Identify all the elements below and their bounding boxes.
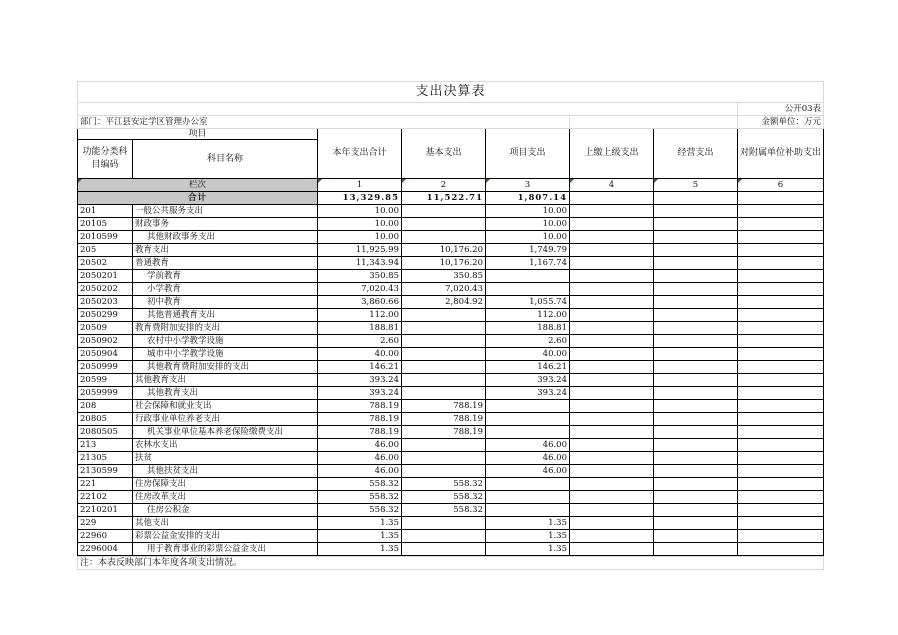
row-empty-cell	[738, 257, 824, 270]
code-col-header: 功能分类科目编码	[78, 140, 133, 179]
row-project-expenditure	[486, 504, 570, 517]
row-project-expenditure: 393.24	[486, 374, 570, 387]
row-code: 201	[78, 205, 133, 218]
row-name: 初中教育	[133, 296, 318, 309]
row-total-expenditure: 10.00	[318, 218, 402, 231]
row-project-expenditure: 146.21	[486, 361, 570, 374]
row-empty-cell	[738, 439, 824, 452]
table-row	[78, 530, 824, 543]
row-basic-expenditure	[402, 348, 486, 361]
row-empty-cell	[654, 530, 738, 543]
row-empty-cell	[570, 205, 654, 218]
row-empty-cell	[570, 270, 654, 283]
row-project-expenditure: 1.35	[486, 517, 570, 530]
page-title: 支出决算表	[78, 82, 824, 103]
row-total-expenditure: 558.32	[318, 491, 402, 504]
row-name: 其他财政事务支出	[133, 231, 318, 244]
row-code: 2050902	[78, 335, 133, 348]
row-empty-cell	[738, 309, 824, 322]
table-row	[78, 452, 824, 465]
row-name: 行政事业单位养老支出	[133, 413, 318, 426]
row-basic-expenditure: 2,804.92	[402, 296, 486, 309]
row-empty-cell	[570, 387, 654, 400]
row-project-expenditure: 46.00	[486, 465, 570, 478]
row-empty-cell	[738, 478, 824, 491]
table-row	[78, 335, 824, 348]
row-code: 20805	[78, 413, 133, 426]
row-total-expenditure: 558.32	[318, 478, 402, 491]
row-total-expenditure: 393.24	[318, 387, 402, 400]
row-code: 2059999	[78, 387, 133, 400]
row-project-expenditure: 46.00	[486, 439, 570, 452]
footnote: 注：本表反映部门本年度各项支出情况。	[78, 557, 824, 570]
form-number: 公开03表	[738, 103, 824, 116]
row-empty-cell	[738, 504, 824, 517]
row-total-expenditure: 1.35	[318, 543, 402, 556]
table-row	[78, 400, 824, 413]
row-name: 彩票公益金安排的支出	[133, 530, 318, 543]
name-col-header: 科目名称	[133, 140, 318, 179]
row-project-expenditure	[486, 426, 570, 439]
row-project-expenditure: 188.81	[486, 322, 570, 335]
department-label: 部门：平江县安定学区管理办公室	[78, 116, 570, 129]
row-empty-cell	[570, 400, 654, 413]
row-empty-cell	[654, 244, 738, 257]
table-row	[78, 374, 824, 387]
row-total-expenditure: 788.19	[318, 426, 402, 439]
row-empty-cell	[654, 517, 738, 530]
table-row	[78, 231, 824, 244]
row-empty-cell	[654, 257, 738, 270]
expenditure-table	[77, 81, 824, 556]
row-name: 普通教育	[133, 257, 318, 270]
row-empty-cell	[654, 309, 738, 322]
row-basic-expenditure: 788.19	[402, 413, 486, 426]
row-basic-expenditure	[402, 530, 486, 543]
row-code: 22960	[78, 530, 133, 543]
row-empty-cell	[738, 491, 824, 504]
row-code: 2080505	[78, 426, 133, 439]
row-empty-cell	[654, 465, 738, 478]
row-total-expenditure: 1.35	[318, 517, 402, 530]
row-project-expenditure: 46.00	[486, 452, 570, 465]
row-name: 其他教育支出	[133, 387, 318, 400]
table-row	[78, 244, 824, 257]
row-empty-cell	[570, 491, 654, 504]
row-empty-cell	[570, 322, 654, 335]
row-empty-cell	[738, 465, 824, 478]
table-row	[78, 504, 824, 517]
row-name: 住房保障支出	[133, 478, 318, 491]
row-name: 其他普通教育支出	[133, 309, 318, 322]
row-basic-expenditure	[402, 322, 486, 335]
row-empty-cell	[738, 543, 824, 556]
row-total-expenditure: 3,860.66	[318, 296, 402, 309]
row-basic-expenditure: 558.32	[402, 478, 486, 491]
row-project-expenditure	[486, 400, 570, 413]
row-basic-expenditure	[402, 205, 486, 218]
table-row	[78, 218, 824, 231]
row-name: 农村中小学教学设施	[133, 335, 318, 348]
row-project-expenditure: 10.00	[486, 205, 570, 218]
row-name: 城市中小学教学设施	[133, 348, 318, 361]
row-total-expenditure: 112.00	[318, 309, 402, 322]
row-total-expenditure: 46.00	[318, 439, 402, 452]
row-empty-cell	[738, 296, 824, 309]
row-basic-expenditure: 10,176.20	[402, 244, 486, 257]
row-code: 2296004	[78, 543, 133, 556]
item-group-header: 项目	[78, 129, 318, 140]
row-total-expenditure: 7,020.43	[318, 283, 402, 296]
row-project-expenditure: 1,749.79	[486, 244, 570, 257]
row-empty-cell	[654, 426, 738, 439]
table-row	[78, 309, 824, 322]
row-basic-expenditure	[402, 231, 486, 244]
row-basic-expenditure	[402, 439, 486, 452]
row-empty-cell	[570, 257, 654, 270]
row-empty-cell	[738, 413, 824, 426]
row-code: 2130599	[78, 465, 133, 478]
row-empty-cell	[570, 439, 654, 452]
row-code: 20599	[78, 374, 133, 387]
row-basic-expenditure: 558.32	[402, 491, 486, 504]
row-name: 扶贫	[133, 452, 318, 465]
row-empty-cell	[654, 387, 738, 400]
row-name: 财政事务	[133, 218, 318, 231]
row-project-expenditure: 2.60	[486, 335, 570, 348]
row-name: 用于教育事业的彩票公益金支出	[133, 543, 318, 556]
row-basic-expenditure: 10,176.20	[402, 257, 486, 270]
row-code: 205	[78, 244, 133, 257]
table-row	[78, 439, 824, 452]
col-number-1: 1	[318, 179, 402, 192]
row-basic-expenditure	[402, 543, 486, 556]
row-empty-cell	[570, 244, 654, 257]
row-empty-cell	[570, 543, 654, 556]
row-empty-cell	[654, 491, 738, 504]
table-row	[78, 387, 824, 400]
row-code: 2210201	[78, 504, 133, 517]
row-empty-cell	[570, 426, 654, 439]
row-project-expenditure	[486, 283, 570, 296]
row-empty-cell	[570, 374, 654, 387]
row-number-label: 栏次	[78, 179, 318, 192]
row-name: 教育支出	[133, 244, 318, 257]
col-header-2: 基本支出	[402, 129, 486, 179]
row-name: 其他教育支出	[133, 374, 318, 387]
table-row	[78, 270, 824, 283]
col-header-1: 本年支出合计	[318, 129, 402, 179]
row-empty-cell	[570, 348, 654, 361]
row-empty-cell	[738, 322, 824, 335]
row-total-expenditure: 146.21	[318, 361, 402, 374]
row-basic-expenditure	[402, 309, 486, 322]
col-number-4: 4	[570, 179, 654, 192]
row-project-expenditure	[486, 413, 570, 426]
row-empty-cell	[570, 413, 654, 426]
row-empty-cell	[654, 348, 738, 361]
total-value-3: 1,807.14	[486, 192, 570, 205]
row-name: 其他扶贫支出	[133, 465, 318, 478]
row-code: 221	[78, 478, 133, 491]
row-empty-cell	[654, 361, 738, 374]
row-basic-expenditure	[402, 387, 486, 400]
table-row	[78, 283, 824, 296]
col-number-2: 2	[402, 179, 486, 192]
table-row	[78, 296, 824, 309]
row-empty-cell	[570, 530, 654, 543]
row-empty-cell	[654, 504, 738, 517]
row-name: 其他支出	[133, 517, 318, 530]
row-empty-cell	[738, 374, 824, 387]
row-total-expenditure: 393.24	[318, 374, 402, 387]
row-empty-cell	[738, 335, 824, 348]
row-empty-cell	[738, 270, 824, 283]
row-code: 2050904	[78, 348, 133, 361]
row-basic-expenditure	[402, 465, 486, 478]
row-total-expenditure: 558.32	[318, 504, 402, 517]
row-code: 2010599	[78, 231, 133, 244]
table-row	[78, 543, 824, 556]
row-empty-cell	[654, 478, 738, 491]
row-empty-cell	[654, 543, 738, 556]
col-number-5: 5	[654, 179, 738, 192]
table-row	[78, 413, 824, 426]
row-name: 住房公积金	[133, 504, 318, 517]
row-empty-cell	[738, 387, 824, 400]
row-empty-cell	[654, 322, 738, 335]
row-project-expenditure: 1,167.74	[486, 257, 570, 270]
row-empty-cell	[738, 283, 824, 296]
row-code: 21305	[78, 452, 133, 465]
row-total-expenditure: 1.35	[318, 530, 402, 543]
row-empty-cell	[654, 400, 738, 413]
table-row	[78, 426, 824, 439]
table-row	[78, 517, 824, 530]
row-empty-cell	[738, 530, 824, 543]
col-number-3: 3	[486, 179, 570, 192]
row-empty-cell	[570, 504, 654, 517]
row-project-expenditure: 10.00	[486, 218, 570, 231]
note-table	[77, 556, 824, 570]
row-project-expenditure: 1.35	[486, 543, 570, 556]
row-total-expenditure: 40.00	[318, 348, 402, 361]
row-name: 一般公共服务支出	[133, 205, 318, 218]
row-code: 229	[78, 517, 133, 530]
row-empty-cell	[654, 270, 738, 283]
row-total-expenditure: 46.00	[318, 465, 402, 478]
row-empty-cell	[654, 374, 738, 387]
row-name: 住房改革支出	[133, 491, 318, 504]
table-row	[78, 465, 824, 478]
row-empty-cell	[570, 361, 654, 374]
row-empty-cell	[738, 231, 824, 244]
col-header-3: 项目支出	[486, 129, 570, 179]
row-project-expenditure: 112.00	[486, 309, 570, 322]
row-code: 2050299	[78, 309, 133, 322]
row-basic-expenditure	[402, 218, 486, 231]
row-basic-expenditure	[402, 361, 486, 374]
row-empty-cell	[654, 205, 738, 218]
row-empty-cell	[570, 465, 654, 478]
row-name: 教育费附加安排的支出	[133, 322, 318, 335]
row-empty-cell	[654, 218, 738, 231]
row-code: 208	[78, 400, 133, 413]
row-code: 2050999	[78, 361, 133, 374]
row-total-expenditure: 10.00	[318, 205, 402, 218]
row-empty-cell	[738, 244, 824, 257]
row-code: 20105	[78, 218, 133, 231]
row-project-expenditure: 393.24	[486, 387, 570, 400]
row-code: 2050203	[78, 296, 133, 309]
row-empty-cell	[738, 348, 824, 361]
row-name: 机关事业单位基本养老保险缴费支出	[133, 426, 318, 439]
row-name: 其他教育费附加安排的支出	[133, 361, 318, 374]
row-empty-cell	[570, 452, 654, 465]
row-basic-expenditure	[402, 517, 486, 530]
row-project-expenditure: 1.35	[486, 530, 570, 543]
row-name: 学前教育	[133, 270, 318, 283]
row-basic-expenditure	[402, 374, 486, 387]
row-basic-expenditure: 788.19	[402, 400, 486, 413]
row-project-expenditure	[486, 491, 570, 504]
row-code: 2050201	[78, 270, 133, 283]
row-name: 农林水支出	[133, 439, 318, 452]
row-empty-cell	[570, 296, 654, 309]
row-basic-expenditure	[402, 452, 486, 465]
row-empty-cell	[570, 335, 654, 348]
row-project-expenditure	[486, 478, 570, 491]
table-row	[78, 478, 824, 491]
row-empty-cell	[738, 218, 824, 231]
row-empty-cell	[570, 517, 654, 530]
row-total-expenditure: 46.00	[318, 452, 402, 465]
unit-label: 金额单位：万元	[738, 116, 824, 129]
row-project-expenditure	[486, 270, 570, 283]
row-project-expenditure: 40.00	[486, 348, 570, 361]
row-total-expenditure: 10.00	[318, 231, 402, 244]
row-total-expenditure: 11,925.99	[318, 244, 402, 257]
col-header-4: 上缴上级支出	[570, 129, 654, 179]
total-label: 合计	[78, 192, 318, 205]
row-code: 22102	[78, 491, 133, 504]
row-name: 小学教育	[133, 283, 318, 296]
row-empty-cell	[654, 413, 738, 426]
row-total-expenditure: 11,343.94	[318, 257, 402, 270]
row-total-expenditure: 788.19	[318, 413, 402, 426]
expenditure-sheet	[77, 81, 823, 570]
row-empty-cell	[570, 309, 654, 322]
row-name: 社会保障和就业支出	[133, 400, 318, 413]
col-header-5: 经营支出	[654, 129, 738, 179]
row-empty-cell	[654, 231, 738, 244]
row-empty-cell	[570, 478, 654, 491]
table-row	[78, 361, 824, 374]
row-empty-cell	[738, 452, 824, 465]
row-empty-cell	[570, 218, 654, 231]
row-empty-cell	[654, 283, 738, 296]
row-total-expenditure: 2.60	[318, 335, 402, 348]
row-empty-cell	[654, 439, 738, 452]
row-basic-expenditure: 788.19	[402, 426, 486, 439]
row-empty-cell	[654, 296, 738, 309]
row-code: 2050202	[78, 283, 133, 296]
row-total-expenditure: 350.85	[318, 270, 402, 283]
total-value-2: 11,522.71	[402, 192, 486, 205]
total-value-1: 13,329.85	[318, 192, 402, 205]
row-empty-cell	[738, 426, 824, 439]
row-total-expenditure: 188.81	[318, 322, 402, 335]
row-code: 213	[78, 439, 133, 452]
row-project-expenditure: 10.00	[486, 231, 570, 244]
row-empty-cell	[738, 400, 824, 413]
col-number-6: 6	[738, 179, 824, 192]
row-code: 20509	[78, 322, 133, 335]
row-empty-cell	[738, 517, 824, 530]
row-empty-cell	[570, 231, 654, 244]
row-basic-expenditure: 350.85	[402, 270, 486, 283]
table-row	[78, 348, 824, 361]
row-empty-cell	[738, 205, 824, 218]
row-empty-cell	[738, 361, 824, 374]
row-basic-expenditure	[402, 335, 486, 348]
table-row	[78, 322, 824, 335]
table-row	[78, 257, 824, 270]
row-basic-expenditure: 558.32	[402, 504, 486, 517]
row-total-expenditure: 788.19	[318, 400, 402, 413]
table-row	[78, 491, 824, 504]
table-row	[78, 205, 824, 218]
row-empty-cell	[654, 452, 738, 465]
row-project-expenditure: 1,055.74	[486, 296, 570, 309]
row-empty-cell	[570, 283, 654, 296]
row-code: 20502	[78, 257, 133, 270]
row-basic-expenditure: 7,020.43	[402, 283, 486, 296]
col-header-6: 对附属单位补助支出	[738, 129, 824, 179]
row-empty-cell	[654, 335, 738, 348]
